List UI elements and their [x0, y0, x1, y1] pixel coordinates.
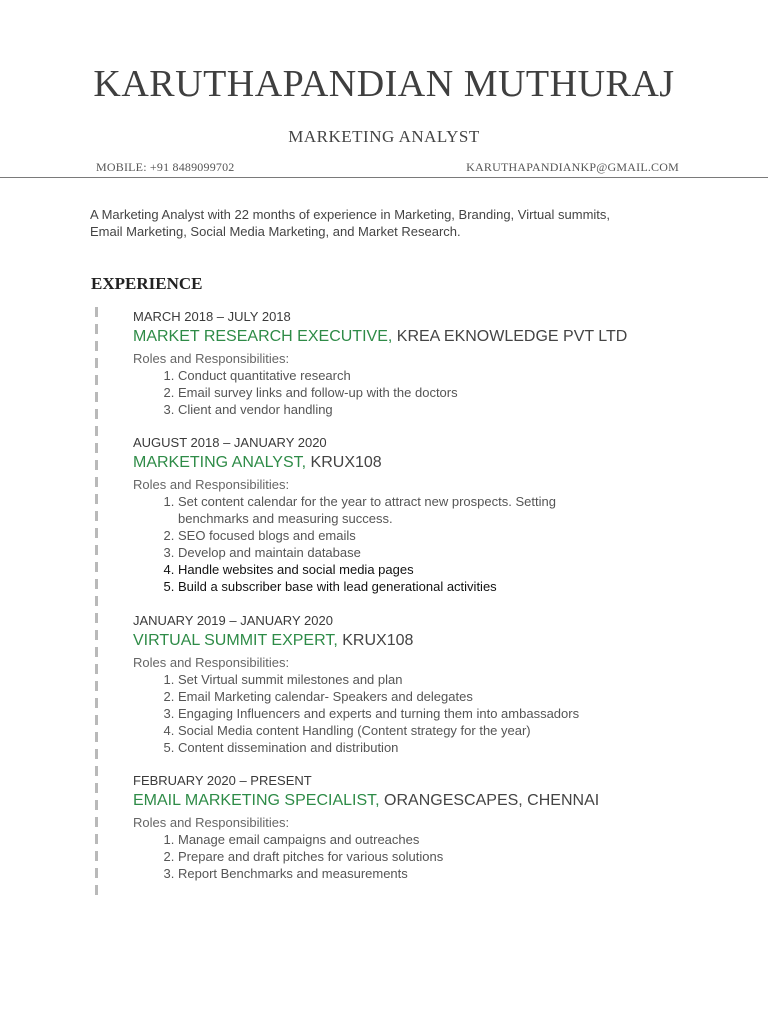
- list-item: 3. Client and vendor handling: [178, 401, 693, 418]
- responsibilities-list: [133, 367, 693, 418]
- list-item: 2. Email survey links and follow-up with the doctors: [178, 384, 693, 401]
- job-entry: [133, 612, 693, 756]
- job-heading: [133, 326, 693, 348]
- list-item: 2. Email Marketing calendar- Speakers and delegates: [178, 688, 693, 705]
- job-dates: AUGUST 2018 – JANUARY 2020: [133, 435, 327, 450]
- list-item: 4. Social Media content Handling (Content strategy for the year): [178, 722, 693, 739]
- roles-label: Roles and Responsibilities:: [133, 351, 290, 366]
- job-heading: [133, 630, 693, 652]
- job-position: MARKET RESEARCH EXECUTIVE,: [133, 328, 393, 345]
- timeline-dashes: [95, 307, 98, 897]
- header-divider: [0, 177, 768, 178]
- experience-heading: EXPERIENCE: [91, 274, 203, 293]
- job-dates: JANUARY 2019 – JANUARY 2020: [133, 613, 333, 628]
- roles-label: Roles and Responsibilities:: [133, 815, 290, 830]
- job-entry: [133, 772, 693, 882]
- job-heading: [133, 790, 693, 812]
- mobile-number: MOBILE: +91 8489099702: [96, 160, 235, 174]
- job-company: KRUX108: [342, 632, 414, 649]
- list-item: 5. Build a subscriber base with lead generational activities: [178, 578, 598, 595]
- job-position: EMAIL MARKETING SPECIALIST,: [133, 792, 380, 809]
- list-item: 4. Handle websites and social media pages: [178, 561, 598, 578]
- job-company: ORANGESCAPES, CHENNAI: [384, 792, 600, 809]
- list-item: 1. Manage email campaigns and outreaches: [178, 831, 693, 848]
- job-position: VIRTUAL SUMMIT EXPERT,: [133, 632, 338, 649]
- list-item: 3. Engaging Influencers and experts and turning them into ambassadors: [178, 705, 693, 722]
- roles-label: Roles and Responsibilities:: [133, 655, 290, 670]
- job-entry: [133, 308, 693, 418]
- job-dates: MARCH 2018 – JULY 2018: [133, 309, 291, 324]
- job-heading: [133, 452, 693, 474]
- list-item: 1. Conduct quantitative research: [178, 367, 693, 384]
- job-position: MARKETING ANALYST,: [133, 454, 307, 471]
- responsibilities-list: [133, 671, 693, 756]
- profile-summary: A Marketing Analyst with 22 months of experience in Marketing, Branding, Virtual summits, Email Marketing, Social Media Marketing, and Market Research.: [90, 207, 611, 239]
- job-company: KREA EKNOWLEDGE PVT LTD: [396, 328, 628, 345]
- candidate-title: MARKETING ANALYST: [288, 127, 480, 146]
- candidate-name: KARUTHAPANDIAN MUTHURAJ: [93, 63, 675, 105]
- list-item: 5. Content dissemination and distribution: [178, 739, 693, 756]
- job-dates: FEBRUARY 2020 – PRESENT: [133, 773, 312, 788]
- list-item: 3. Develop and maintain database: [178, 544, 598, 561]
- list-item: 2. SEO focused blogs and emails: [178, 527, 598, 544]
- roles-label: Roles and Responsibilities:: [133, 477, 290, 492]
- list-item: 1. Set content calendar for the year to attract new prospects. Setting benchmarks and measuring success.: [178, 493, 598, 527]
- job-entry: [133, 434, 693, 595]
- list-item: 3. Report Benchmarks and measurements: [178, 865, 693, 882]
- list-item: 2. Prepare and draft pitches for various solutions: [178, 848, 693, 865]
- list-item: 1. Set Virtual summit milestones and plan: [178, 671, 693, 688]
- job-company: KRUX108: [310, 454, 382, 471]
- responsibilities-list: [133, 831, 693, 882]
- email-address: KARUTHAPANDIANKP@GMAIL.COM: [466, 160, 679, 174]
- responsibilities-list: [133, 493, 598, 595]
